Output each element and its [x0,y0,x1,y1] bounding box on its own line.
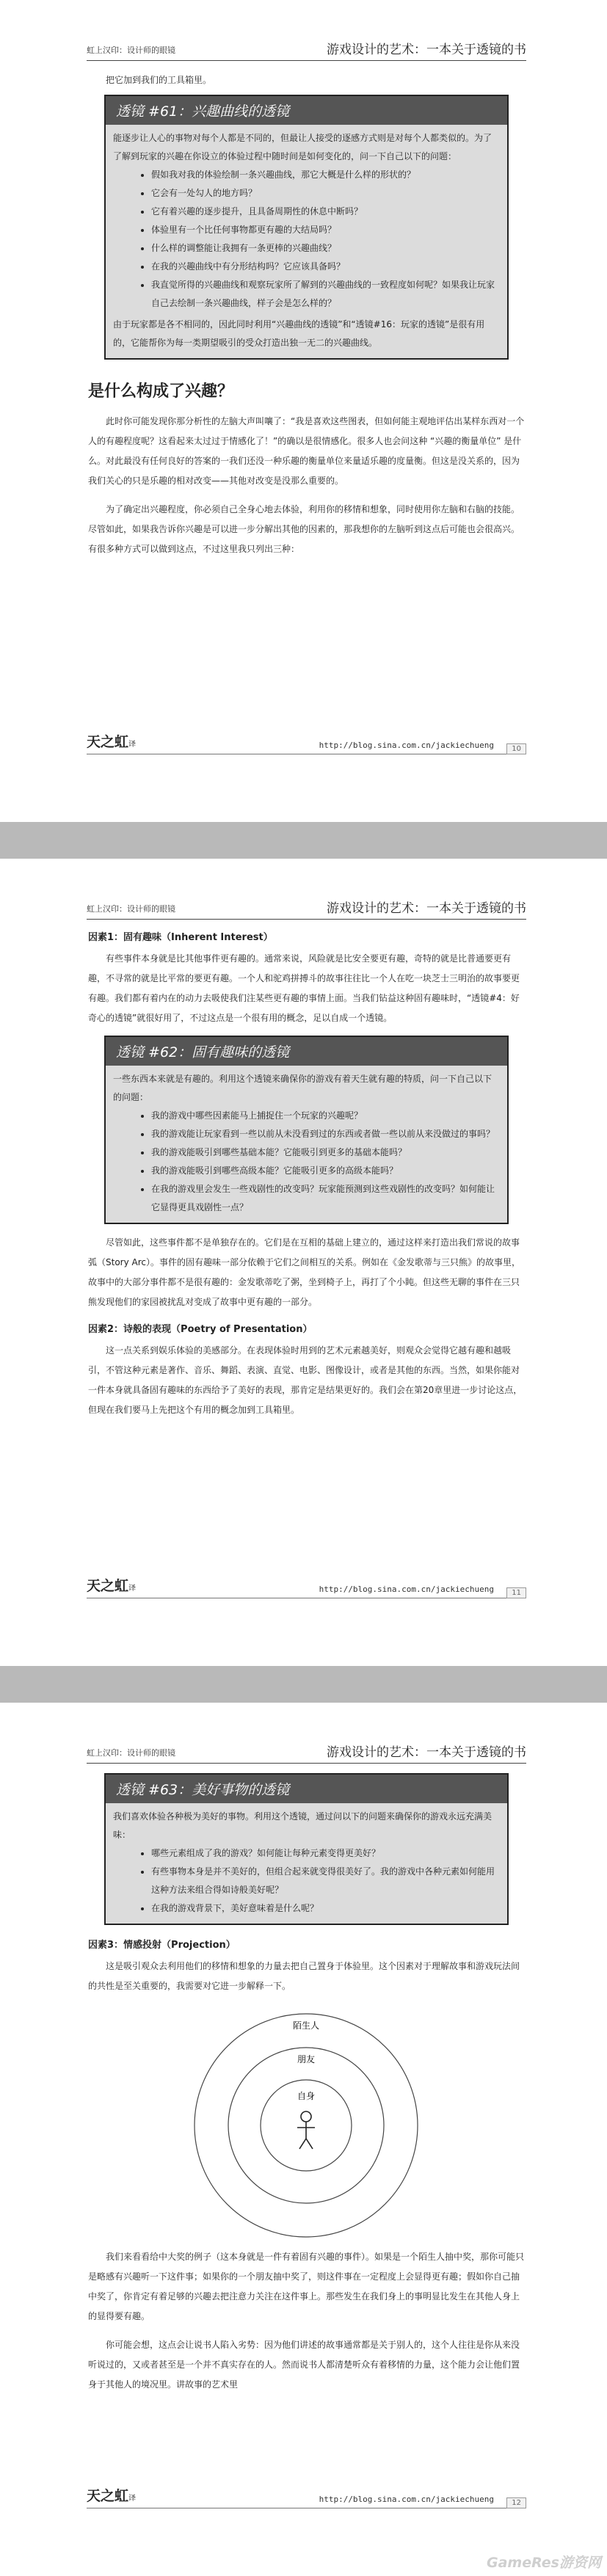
paragraph: 这一点关系到娱乐体验的美感部分。在表现体验时用到的艺术元素越美好，则观众会觉得它越有趣和越吸引，不管这种元素是著作、音乐、舞蹈、表演、直觉、电影、图像设计，或者是其他的东西。当然，如果你能对一件本身就具备固有趣味的东西给予了美好的表现，那肯定是结果更好的。我们会在第20章里进一步讨论这点，但现在我们要马上先把这个有用的概念加到工具箱里。 [88,1345,523,1415]
lens-text: 能逐步让人心的事物对每个人都是不同的，但最让人接受的逐感方式则是对每个人都类似的。为了了解到玩家的兴趣在你设立的体验过程中随时间是如何变化的，问一下自己以下的问题： [113,133,492,161]
lens-title: 透镜 #63：美好事物的透镜 [106,1775,507,1803]
footer-logo-suffix: 译 [128,2495,137,2503]
header-left: 虹上汉印：设计师的眼镜 [87,904,175,914]
footer-logo [87,2485,136,2505]
page-footer [87,2489,526,2508]
intro-line: 把它加到我们的工具箱里。 [106,75,212,85]
lens-question-list [113,166,500,313]
lens-question-list [113,1844,500,1918]
page-footer [87,735,526,754]
lens-62-box [104,1036,509,1224]
footer-logo-text: 天之虹 [87,734,129,750]
page-header [87,38,526,61]
footer-logo-suffix: 译 [128,1584,137,1593]
paragraph: 你可能会想，这点会让说书人陷入劣势：因为他们讲述的故事通常都是关于别人的，这个人往往是你从来没听说过的，又或者甚至是一个并不真实存在的人。然而说书人都清楚听众有着移情的力量，这个能力会让他们置身于其他人的境况里。讲故事的艺术里 [88,2340,520,2390]
footer-logo [87,1575,136,1595]
lens-text: 一些东西本来就是有趣的。利用这个透镜来确保你的游戏有着天生就有趣的特质，问一下自己以下的问题： [113,1074,492,1102]
lens-question: • 我的游戏能让玩家看到一些以前从未没看到过的东西或者做一些以前从来没做过的事吗？ [151,1125,500,1143]
footer-url[interactable]: http://blog.sina.com.cn/jackiechueng [319,1584,494,1594]
page-number: 10 [506,743,526,754]
page-number: 12 [506,2497,526,2508]
projection-diagram [88,1999,525,2241]
lens-question: • 体验里有一个比任何事物都更有趣的大结局吗？ [151,221,500,239]
lens-question: • 它会有一处勾人的地方吗？ [151,184,500,203]
lens-question: • 我的游戏能吸引到哪些高级本能？它能吸引更多的高级本能吗？ [151,1162,500,1180]
lens-outro: 由于玩家都是各不相同的，因此同时利用“兴趣曲线的透镜”和“透镜#16：玩家的透镜”是很有用的，它能帮你为每一类期望吸引的受众打造出独一无二的兴趣曲线。 [113,319,485,348]
footer-logo-text: 天之虹 [87,2488,129,2504]
footer-logo [87,731,136,751]
lens-63-box [104,1773,509,1925]
lens-title: 透镜 #61：兴趣曲线的透镜 [106,96,507,125]
footer-url[interactable]: http://blog.sina.com.cn/jackiechueng [319,2495,494,2504]
lens-question: • 我的游戏能吸引到哪些基础本能？它能吸引到更多的基础本能吗？ [151,1143,500,1162]
label-self: 自身 [297,2091,316,2101]
header-left: 虹上汉印：设计师的眼镜 [87,46,175,55]
page-11 [0,859,607,1666]
lens-text: 我们喜欢体验各种极为美好的事物。利用这个透镜，通过问以下的问题来确保你的游戏永远充满美味： [113,1811,492,1840]
lens-question: • 假如我对我的体验绘制一条兴趣曲线，那它大概是什么样的形状的？ [151,166,500,184]
header-right: 游戏设计的艺术：一本关于透镜的书 [327,43,526,57]
section-heading: 是什么构成了兴趣？ [88,382,234,401]
lens-question: • 哪些元素组成了我的游戏？如何能让每种元素变得更美好？ [151,1844,500,1863]
lens-question-list [113,1107,500,1217]
lens-body [106,125,507,358]
lens-question: • 在我的游戏里会发生一些戏剧性的改变吗？玩家能预测到这些戏剧性的改变吗？如何能让它显得更具戏剧性一点？ [151,1180,500,1217]
paragraph: 有些事件本身就是比其他事件更有趣的。通常来说，风险就是比安全要更有趣，奇特的就是比普通要更有趣，不寻常的就是比平常的要更有趣。一个人和驼鸡拼搏斗的故事往往比一个人在吃一块芝士三明治的故事要更有趣。我们都有着内在的动力去吸使我们注某些更有趣的事情上面。当我们钻益这种固有趣味时，“透镜#4：好奇心的透镜”就很好用了，不过这点是一个很有用的概念，足以自成一个透镜。 [88,953,520,1023]
page-footer [87,1579,526,1598]
concentric-circles-diagram [88,1999,525,2241]
lens-question: • 我的游戏中哪些因素能马上捕捉住一个玩家的兴趣呢？ [151,1107,500,1125]
page-12 [0,1703,607,2576]
paragraph: 为了确定出兴趣程度，你必须自己全身心地去体验，利用你的移情和想象，同时使用你左脑和右脑的技能。尽管如此，如果我告诉你兴趣是可以进一步分解出其他的因素的，那我想你的左脑听到这点后可能也会很高兴。有很多种方式可以做到这点，不过这里我只列出三种： [88,504,520,554]
watermark: GameRes游资网 [487,2555,601,2571]
footer-url[interactable]: http://blog.sina.com.cn/jackiechueng [319,741,494,750]
page-10 [0,0,607,822]
footer-logo-text: 天之虹 [87,1578,129,1594]
page-content [88,1773,525,2395]
page-content [88,70,525,559]
paragraph: 此时你可能发现你那分析性的左脑大声叫嚷了：“我是喜欢这些图表，但如何能主观地评估出某样东西对一个人的有趣程度呢？这看起来太过过于情感化了！”的确以是很情感化。很多人也会问这种 “兴趣的衡量单位” 是什么。对此最没有任何良好的答案的一我们还没一种乐趣的衡量单位来量适乐趣的度量衡。但这是没关系的，因为我们关心的只是乐趣的相对改变——其他对改变是没那么重要的。 [88,416,525,486]
lens-question: • 有些事物本身是并不美好的，但组合起来就变得很美好了。我的游戏中各种元素如何能用这种方法来组合得如诗般美好呢？ [151,1863,500,1899]
lens-question: • 在我的游戏背景下，美好意味着是什么呢？ [151,1899,500,1918]
lens-question: • 我直觉所得的兴趣曲线和观察玩家所了解到的兴趣曲线的一致程度如何呢？如果我让玩家自己去绘制一条兴趣曲线，样子会是怎么样的？ [151,276,500,313]
lens-title: 透镜 #62：固有趣味的透镜 [106,1037,507,1066]
page-header [87,1741,526,1764]
paragraph: 这是吸引观众去利用他们的移情和想象的力量去把自己置身于体验里。这个因素对于理解故事和游戏玩法间的共性是至关重要的，我需要对它进一步解释一下。 [88,1961,520,1991]
factor-3-title: 因素3：情感投射（Projection） [88,1940,236,1951]
lens-question: • 什么样的调整能让我拥有一条更棒的兴趣曲线？ [151,239,500,258]
page-content [88,929,525,1420]
factor-1-title: 因素1：固有趣味（Inherent Interest） [88,932,273,943]
paragraph: 尽管如此，这些事件都不是单独存在的。它们是在互相的基础上建立的，通过这样来打造出我们常说的故事弧（Story Arc）。事件的固有趣味一部分依赖于它们之间相互的关系。例如在《金发歌蒂与三只熊》的故事里，故事中的大部分事件都不是很有趣的：金发歌蒂吃了粥，坐到椅子上，再打了个小盹。但这些无聊的事件在三只熊发现他们的家园被扰乱对变成了故事中更有趣的一部分。 [88,1237,520,1307]
paragraph: 我们来看看给中大奖的例子（这本身就是一件有着固有兴趣的事件）。如果是一个陌生人抽中奖，那你可能只是略感有兴趣听一下这件事；如果你的一个朋友抽中奖了，则这件事在一定程度上会显得更有趣；假如你自己抽中奖了，你肯定有着足够的兴趣去把注意力关注在这件事上。那些发生在我们身上的事明显比发生在其他人身上的显得要有趣。 [88,2252,525,2321]
page-header [87,897,526,920]
header-right: 游戏设计的艺术：一本关于透镜的书 [327,1745,526,1760]
lens-61-box [104,95,509,360]
lens-body [106,1803,507,1924]
page-number: 11 [506,1587,526,1598]
factor-2-title: 因素2：诗般的表现（Poetry of Presentation） [88,1324,313,1335]
lens-question: • 在我的兴趣曲线中有分形结构吗？它应该具备吗？ [151,258,500,276]
header-left: 虹上汉印：设计师的眼镜 [87,1748,175,1758]
lens-body [106,1066,507,1223]
label-friend: 朋友 [297,2054,316,2064]
stick-figure-icon [297,2111,315,2149]
label-stranger: 陌生人 [292,2020,320,2031]
lens-question: • 它有着兴趣的逐步提升，且具备周期性的休息中断吗？ [151,203,500,221]
header-right: 游戏设计的艺术：一本关于透镜的书 [327,901,526,916]
footer-logo-suffix: 译 [128,741,137,749]
